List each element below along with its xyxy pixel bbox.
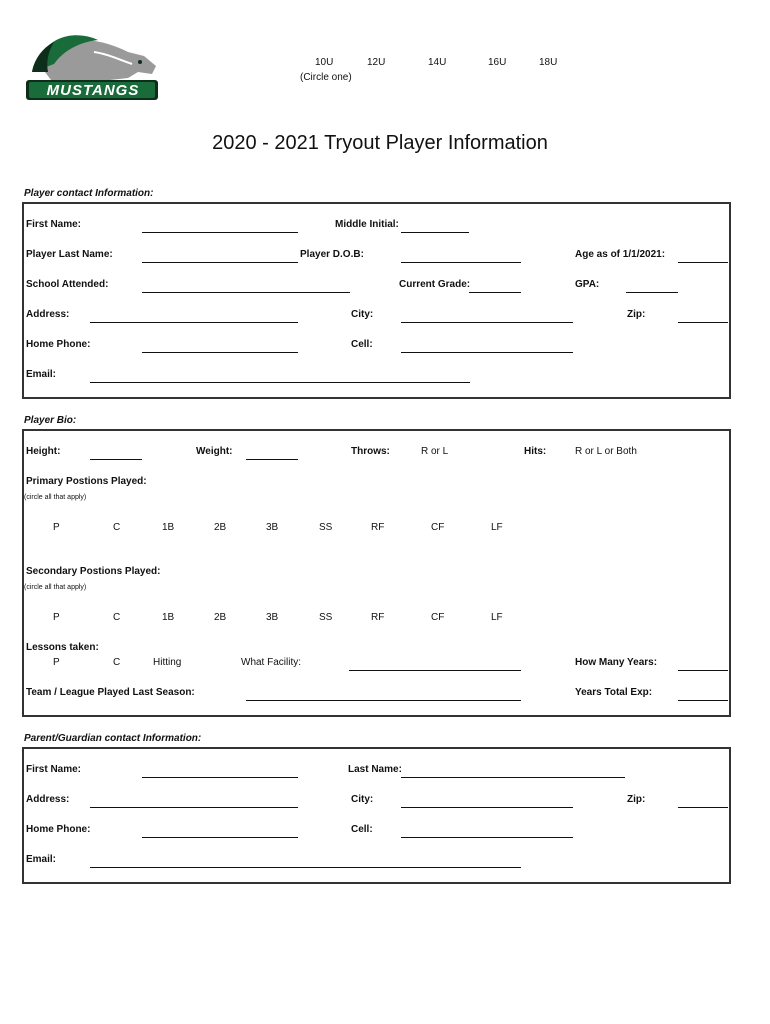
primary-pos-1b[interactable]: 1B [162,522,175,533]
height-label: Height: [26,446,61,457]
primary-circle-note: (circle all that apply) [24,494,87,501]
secondary-circle-note: (circle all that apply) [24,584,87,591]
mustangs-logo [24,30,164,102]
years-total-label: Years Total Exp: [575,687,653,698]
how-many-years-field[interactable] [678,670,728,671]
hits-label: Hits: [524,446,547,457]
throws-options[interactable]: R or L [421,446,449,457]
primary-pos-lf[interactable]: LF [491,522,503,533]
secondary-pos-ss[interactable]: SS [319,612,333,623]
player-contact-box [22,202,731,399]
team-league-field[interactable] [246,700,521,701]
weight-label: Weight: [196,446,233,457]
age-label: Age as of 1/1/2021: [575,249,666,260]
height-field[interactable] [90,459,142,460]
parent-address-field[interactable] [90,807,298,808]
parent-email-label: Email: [26,854,57,865]
how-many-years-label: How Many Years: [575,657,658,668]
zip-field[interactable] [678,322,728,323]
gpa-label: GPA: [575,279,600,290]
division-note: (Circle one) [300,72,352,83]
parent-address-label: Address: [26,794,70,805]
parent-email-field[interactable] [90,867,521,868]
division-16u[interactable]: 16U [488,57,507,68]
parent-home-phone-field[interactable] [142,837,298,838]
lesson-hitting[interactable]: Hitting [153,657,182,668]
parent-last-name-label: Last Name: [348,764,402,775]
facility-field[interactable] [349,670,521,671]
secondary-pos-3b[interactable]: 3B [266,612,279,623]
secondary-pos-p[interactable]: P [53,612,60,623]
secondary-pos-lf[interactable]: LF [491,612,503,623]
primary-positions-label: Primary Postions Played: [26,476,147,487]
parent-zip-field[interactable] [678,807,728,808]
address-field[interactable] [90,322,298,323]
primary-pos-cf[interactable]: CF [431,522,445,533]
secondary-pos-c[interactable]: C [113,612,121,623]
city-field[interactable] [401,322,573,323]
dob-label: Player D.O.B: [300,249,364,260]
parent-city-label: City: [351,794,374,805]
lesson-p[interactable]: P [53,657,60,668]
player-bio-heading: Player Bio: [24,415,77,426]
school-field[interactable] [142,292,350,293]
parent-last-name-field[interactable] [401,777,625,778]
primary-pos-ss[interactable]: SS [319,522,333,533]
secondary-pos-1b[interactable]: 1B [162,612,175,623]
gpa-field[interactable] [626,292,678,293]
dob-field[interactable] [401,262,521,263]
age-field[interactable] [678,262,728,263]
parent-first-name-field[interactable] [142,777,298,778]
page-title: 2020 - 2021 Tryout Player Information [212,132,548,154]
throws-label: Throws: [351,446,390,457]
primary-pos-c[interactable]: C [113,522,121,533]
zip-label: Zip: [627,309,646,320]
city-label: City: [351,309,374,320]
secondary-positions-label: Secondary Postions Played: [26,566,161,577]
home-phone-field[interactable] [142,352,298,353]
division-14u[interactable]: 14U [428,57,447,68]
secondary-pos-rf[interactable]: RF [371,612,385,623]
parent-home-phone-label: Home Phone: [26,824,91,835]
parent-city-field[interactable] [401,807,573,808]
first-name-field[interactable] [142,232,298,233]
parent-first-name-label: First Name: [26,764,82,775]
secondary-pos-cf[interactable]: CF [431,612,445,623]
first-name-label: First Name: [26,219,82,230]
parent-zip-label: Zip: [627,794,646,805]
lessons-label: Lessons taken: [26,642,99,653]
years-total-field[interactable] [678,700,728,701]
player-contact-heading: Player contact Information: [24,188,154,199]
secondary-pos-2b[interactable]: 2B [214,612,227,623]
email-label: Email: [26,369,57,380]
last-name-label: Player Last Name: [26,249,113,260]
cell-field[interactable] [401,352,573,353]
middle-initial-label: Middle Initial: [335,219,399,230]
division-18u[interactable]: 18U [539,57,558,68]
primary-pos-rf[interactable]: RF [371,522,385,533]
team-league-label: Team / League Played Last Season: [26,687,195,698]
parent-contact-heading: Parent/Guardian contact Information: [24,733,202,744]
primary-pos-p[interactable]: P [53,522,60,533]
division-12u[interactable]: 12U [367,57,386,68]
lesson-c[interactable]: C [113,657,121,668]
parent-cell-label: Cell: [351,824,373,835]
division-10u[interactable]: 10U [315,57,334,68]
last-name-field[interactable] [142,262,298,263]
email-field[interactable] [90,382,470,383]
primary-pos-2b[interactable]: 2B [214,522,227,533]
primary-pos-3b[interactable]: 3B [266,522,279,533]
cell-label: Cell: [351,339,373,350]
hits-options[interactable]: R or L or Both [575,446,637,457]
grade-label: Current Grade: [399,279,471,290]
weight-field[interactable] [246,459,298,460]
home-phone-label: Home Phone: [26,339,91,350]
grade-field[interactable] [469,292,521,293]
address-label: Address: [26,309,70,320]
logo-text: MUSTANGS [46,82,140,99]
school-label: School Attended: [26,279,109,290]
facility-label: What Facility: [241,657,302,668]
parent-cell-field[interactable] [401,837,573,838]
middle-initial-field[interactable] [401,232,469,233]
